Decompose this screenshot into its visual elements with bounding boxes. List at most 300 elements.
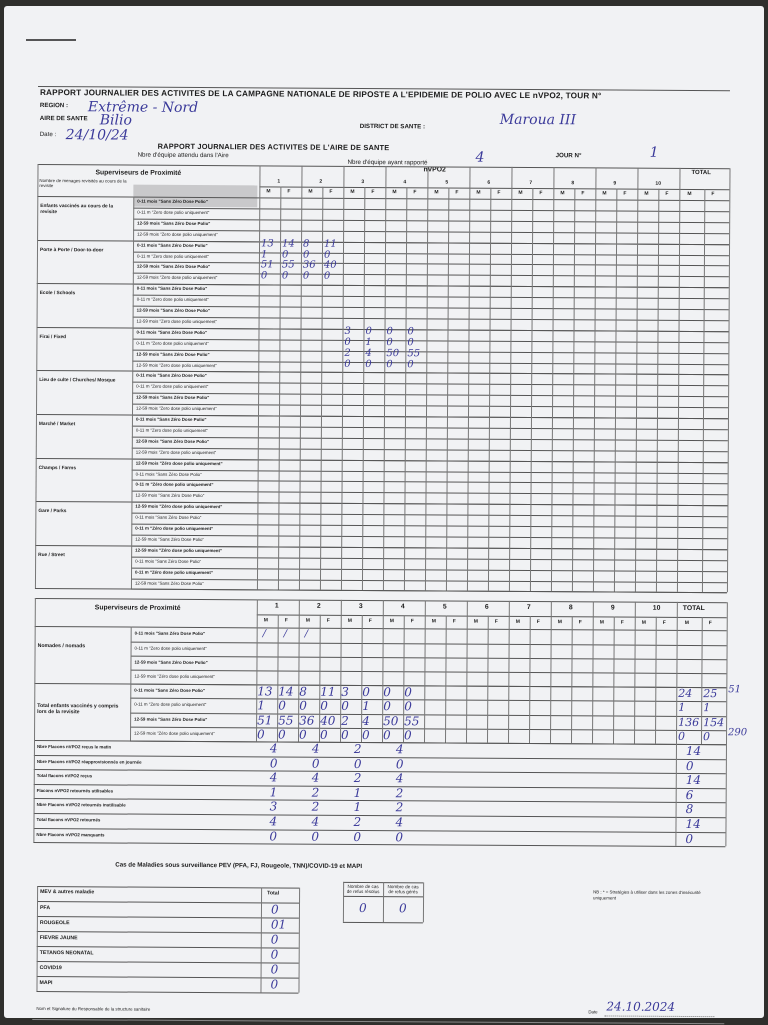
t1-group-label: Gare / Parks	[38, 509, 67, 515]
t2-grand-total-value: 0	[678, 729, 686, 743]
t2-total-hand-value: 0	[278, 727, 286, 742]
district-label: DISTRICT DE SANTE :	[359, 122, 426, 131]
t2-col-m: M	[263, 617, 268, 624]
t2-flacon-label: Nbre Flacons nVPO2 réapprovisionnés en journée	[36, 758, 142, 765]
t1-row-label: 0-11 mois "Sans Zéro Dose Polio"	[137, 242, 208, 248]
t1-hand-value: 0	[407, 326, 414, 338]
t2-total-m: M	[684, 620, 689, 627]
t2-flacon-label: Nbre Flacons nVPO2 manquants	[36, 831, 105, 838]
t1-team-col-line	[551, 167, 555, 591]
t1-row-label: 12-59 mois "Zéro dose polio uniquement"	[135, 547, 223, 553]
t2-total-hand-value: 0	[362, 727, 370, 742]
disease-name: MAPI	[39, 980, 53, 987]
t1-row-line	[133, 229, 729, 234]
t1-team-number: 7	[529, 180, 533, 187]
t2-grand-total-value: 24	[678, 687, 693, 701]
region-label: REGION :	[39, 102, 69, 110]
equipes-attendu-label: Nbre d'équipe attendu dans l'Aire	[137, 151, 229, 160]
t2-flacon-line	[34, 784, 726, 789]
t2-mf-line	[529, 616, 531, 743]
diseases-row-line	[37, 976, 299, 979]
t1-col-f: F	[623, 190, 627, 197]
diseases-row-line	[36, 991, 298, 994]
t1-left-border	[35, 164, 39, 588]
t1-row-label: 0-11 mois "Sans Zéro Dose Polio"	[135, 558, 202, 564]
t2-nomades-row-label: 0-11 mois "Sans Zéro Dose Polio"	[134, 630, 206, 637]
t1-team-number: 2	[319, 178, 323, 185]
t2-total-hand-value: 50	[383, 713, 399, 728]
refus-label-2: Nombre de cas de refus gérés	[387, 884, 419, 895]
t2-total-row-label: 12-59 mois "Sans Zéro Dose Polio"	[134, 716, 208, 722]
t1-col-m: M	[434, 189, 439, 196]
t2-total-hand-value: 0	[278, 698, 286, 713]
nb-note: NB : * = Stratégies à utiliser dans les zones d'insécurité uniquement	[593, 889, 701, 901]
t1-row-line	[132, 393, 728, 398]
diseases-row-line	[37, 961, 299, 964]
t2-grand-total-value: 1	[678, 701, 686, 715]
t1-row-line	[132, 469, 728, 474]
t2-total-hand-value: 0	[299, 698, 307, 714]
t1-team-col-line	[257, 165, 261, 589]
t1-col-f: F	[329, 188, 333, 195]
t1-hand-value: 8	[303, 238, 310, 250]
t2-col-f: F	[410, 618, 414, 625]
t2-col-m: M	[599, 619, 604, 626]
t1-row-label: 0-11 m "Zero dose polio uniquement"	[136, 383, 209, 390]
t1-group-label: Rue / Street	[38, 552, 65, 558]
t2-col-m: M	[515, 619, 520, 626]
t2-team-number: 2	[316, 603, 321, 611]
t1-hand-value: 14	[282, 238, 295, 250]
equipes-rapporte-label: Nbre d'équipe ayant rapporté	[347, 158, 428, 167]
t1-row-label: 12-59 mois "Sans Zéro Dose Polio"	[135, 438, 210, 444]
t1-team-col-line	[467, 167, 471, 591]
t1-group-line	[35, 588, 727, 593]
t2-row-line	[130, 698, 726, 703]
t2-total-hand-value: 0	[257, 727, 265, 742]
t2-flacon-total: 8	[685, 802, 694, 817]
t2-flacon-value: 4	[395, 815, 404, 830]
t1-total-m: M	[687, 190, 692, 197]
t1-hand-value: 1	[260, 248, 268, 260]
t1-col-m: M	[392, 189, 397, 196]
t2-flacon-value: 0	[395, 829, 404, 844]
refus-label-1: Nombre de cas de refus résolus	[346, 884, 380, 895]
t2-flacon-value: 0	[395, 756, 404, 771]
disease-total: 0	[270, 977, 279, 992]
t2-total-vaccines-label: Total enfants vaccinés y compris lors de la revisite	[37, 703, 119, 716]
t2-nomades-dash: /	[262, 628, 267, 640]
disease-name: PFA	[39, 905, 51, 912]
t2-flacon-line	[34, 813, 726, 818]
t1-row-line	[132, 404, 728, 409]
t1-nvpo2-label: nVPO2	[423, 166, 446, 174]
t2-col-m: M	[473, 619, 478, 626]
t2-side-note: 51	[728, 684, 742, 696]
t1-hand-value: 11	[324, 238, 337, 250]
t2-flacon-value: 4	[395, 771, 404, 786]
t1-col-m: M	[266, 188, 271, 195]
t2-flacon-label: Nbre Flacons nVPO2 reçus le matin	[36, 744, 112, 750]
t2-col-f: F	[578, 619, 582, 626]
t2-team-number: 10	[652, 605, 661, 613]
t2-flacon-value: 2	[395, 785, 404, 801]
t2-flacon-value: 4	[311, 741, 320, 756]
t1-team-number: 1	[277, 178, 281, 185]
t1-row-label: 0-11 m "Zero dose polio uniquement"	[135, 427, 209, 433]
t2-grand-total-value: 25	[703, 687, 718, 701]
disease-name: TETANOS NEONATAL	[39, 950, 94, 957]
t2-total-row-label: 0-11 m "Zero dose polio uniquement"	[134, 701, 207, 708]
t1-group-label: Champs / Farms	[38, 465, 77, 471]
subtitle: RAPPORT JOURNALIER DES ACTIVITES DE L'AIRE DE SANTE	[157, 141, 390, 153]
t2-grand-total-value: 136	[678, 715, 700, 729]
t2-flacon-value: 4	[269, 770, 278, 785]
t1-row-label: 12-59 mois "Zero dose polio uniquement"	[136, 405, 217, 412]
t2-total-hand-value: 0	[382, 727, 391, 742]
t1-row-line	[131, 524, 727, 529]
t2-flacon-total: 0	[685, 758, 694, 773]
diseases-row-line	[37, 931, 299, 934]
t2-col-f: F	[662, 620, 666, 627]
t1-team-number: 9	[613, 180, 617, 187]
t2-flacon-label: Flacons nVPO2 retournés utilisables	[36, 787, 114, 794]
disease-name: ROUGEOLE	[39, 920, 70, 927]
t1-row-label: 12-59 mois "Sans Zéro Dose Polio"	[136, 307, 210, 314]
t1-hand-value: 55	[407, 347, 421, 359]
t1-mf-line	[572, 188, 575, 591]
t2-mf-line	[571, 617, 573, 744]
aire-value: Bilio	[99, 112, 132, 129]
t1-row-line	[133, 207, 729, 212]
t2-side-note: 290	[728, 727, 748, 739]
t1-row-label: 0-11 mois "Sans Zéro Dose Polio"	[135, 471, 202, 477]
t1-row-label: 12-59 mois "Sans Zéro Dose Polio"	[134, 580, 204, 586]
t2-grand-total-value: 154	[703, 715, 725, 729]
t2-total-hand-value: 13	[257, 684, 273, 699]
t1-row-line	[133, 251, 729, 256]
t2-col-f: F	[368, 618, 372, 625]
t2-mf-line	[613, 617, 615, 744]
t1-hand-value: 0	[323, 249, 331, 261]
date-label: Date :	[39, 131, 57, 139]
t1-col-f: F	[371, 189, 375, 196]
t1-hand-value: 0	[344, 358, 351, 370]
t2-right-border	[725, 603, 727, 847]
t1-group-label: Firai / Fixed	[39, 334, 67, 340]
t2-col-m: M	[389, 618, 394, 625]
t1-row-line	[132, 480, 728, 485]
t2-nomades-row-label: 0-11 m "Zero dose polio uniquement"	[134, 645, 207, 651]
t1-row-line	[132, 349, 728, 354]
t1-col-m: M	[602, 190, 607, 197]
t2-row-line	[130, 726, 726, 731]
t2-col-f: F	[494, 619, 498, 626]
t2-col-m: M	[557, 619, 562, 626]
t1-group-label: Marché / Market	[38, 422, 76, 428]
t2-flacon-value: 2	[353, 771, 362, 786]
t1-hand-value: 13	[261, 237, 274, 250]
date-value: 24/10/24	[65, 127, 129, 144]
t1-mf-line	[362, 187, 365, 590]
t1-col-m: M	[560, 190, 565, 197]
t1-row-label: 0-11 mois "Sans Zéro Dose Polio"	[137, 198, 208, 205]
t2-total-row-label: 12-59 mois "Zéro dose polio uniquement"	[134, 730, 215, 736]
diseases-header-line	[37, 901, 299, 904]
t2-grand-total-value: 0	[702, 729, 711, 743]
t1-row-label: 0-11 mois "Sans Zéro Dose Polio"	[136, 285, 208, 292]
t1-row-label: 0-11 mois "Sans Zéro Dose Polio"	[135, 514, 202, 521]
refus-value-1: 0	[358, 901, 367, 916]
t1-team-col-line	[299, 166, 303, 590]
t2-total-hand-value: 2	[341, 713, 349, 728]
paper-sheet	[4, 6, 764, 1018]
t2-flacon-line	[33, 842, 725, 847]
t2-team-number: 6	[484, 604, 489, 612]
disease-total: 0	[270, 962, 279, 977]
t1-col-f: F	[413, 189, 417, 196]
t2-total-row-label: 0-11 mois "Sans Zéro Dose Polio"	[134, 687, 205, 694]
refus-value-2: 0	[398, 901, 407, 916]
t2-supervisors-label: Superviseurs de Proximité	[94, 604, 181, 613]
t2-flacon-label: Nbre Flacons nVPO2 retournés inutilisable	[36, 802, 126, 808]
t1-row-line	[132, 447, 728, 452]
t2-total-hand-value: 0	[383, 685, 391, 700]
t2-flacon-value: 0	[353, 829, 362, 844]
t1-hand-value: 4	[365, 347, 372, 359]
t2-total-hand-value: 36	[299, 713, 315, 728]
disease-total: 0	[270, 947, 279, 962]
t2-total-hand-value: 4	[362, 713, 370, 728]
t1-group-label: Porte à Porte / Door-to-door	[39, 247, 104, 253]
t2-flacon-total: 14	[685, 816, 701, 832]
t2-col-m: M	[431, 618, 436, 625]
aire-label: AIRE DE SANTE	[39, 115, 88, 123]
t2-flacon-value: 2	[353, 741, 362, 756]
t2-team-number: 8	[568, 604, 573, 612]
t2-flacon-value: 2	[311, 785, 320, 800]
t1-row-line	[133, 316, 729, 321]
t1-row-line	[132, 491, 728, 496]
diseases-total-label: Total	[267, 890, 280, 897]
footer-date-label: Date	[588, 1009, 598, 1015]
t2-nomades-dash: /	[283, 628, 288, 640]
t1-team-col-line	[425, 166, 429, 590]
t2-flacon-value: 2	[395, 800, 404, 815]
t2-nomades-row-label: 12-59 mois "Zéro dose polio uniquement"	[134, 673, 215, 680]
t2-flacon-value: 0	[269, 756, 278, 771]
t2-flacon-value: 4	[311, 770, 320, 785]
t1-hand-value: 0	[281, 270, 289, 282]
t1-hand-value: 0	[281, 248, 289, 261]
t2-team-number: 7	[526, 604, 531, 612]
t1-row-line	[133, 262, 729, 267]
t2-col-m: M	[305, 618, 310, 625]
t1-row-label: 12-59 mois "Zéro dose polio uniquement"	[135, 503, 223, 510]
t1-hand-value: 55	[281, 259, 295, 271]
t2-flacon-value: 0	[353, 756, 362, 771]
t1-team-number: 10	[655, 180, 661, 187]
t2-total-f: F	[708, 620, 712, 627]
diseases-row-line	[37, 916, 299, 919]
t1-team-number: 4	[403, 179, 407, 186]
t2-total-hand-value: 51	[257, 712, 273, 728]
t1-mf-line	[488, 188, 491, 591]
t1-row-label: 0-11 m "Zero dose polio uniquement"	[136, 340, 209, 346]
t1-hand-value: 0	[407, 336, 414, 348]
t2-total-hand-value: 14	[278, 684, 294, 699]
diseases-right-border	[298, 888, 300, 993]
t1-col-m: M	[518, 189, 523, 196]
t1-team-col-line	[635, 168, 639, 592]
t1-hand-value: 0	[323, 271, 331, 283]
t2-flacon-value: 0	[269, 829, 278, 844]
t1-row-line	[132, 338, 728, 343]
t1-supervisors-label: Superviseurs de Proximité	[95, 169, 182, 177]
t2-total-hand-value: 0	[403, 728, 412, 743]
t1-hand-value: 0	[302, 270, 310, 282]
t1-row-label: 0-11 mois "Sans Zéro Dose Polio"	[136, 372, 207, 379]
t2-flacon-total: 14	[685, 773, 702, 788]
t1-row-line	[131, 534, 727, 539]
t1-row-label: 0-11 m "Zero dose polio uniquement"	[137, 209, 210, 215]
refus-left	[343, 882, 344, 922]
t1-row-label: 0-11 m "Zéro dose polio uniquement"	[135, 569, 213, 575]
t1-col-f: F	[539, 190, 543, 197]
signature-label: Nom et Signature du Responsable de la structure sanitaire	[36, 1006, 151, 1012]
disease-total: 01	[270, 917, 287, 932]
t1-mf-line	[614, 189, 617, 592]
t2-flacon-value: 1	[353, 785, 362, 800]
t1-team-col-line	[341, 166, 345, 590]
t2-flacon-value: 4	[395, 742, 404, 757]
t2-flacon-value: 4	[269, 814, 278, 829]
t2-total-hand-value: 0	[404, 699, 412, 714]
t1-row-label: 12-59 mois "Sans Zéro Dose Polio"	[136, 351, 210, 357]
t2-flacon-line	[34, 798, 726, 803]
t2-col-f: F	[452, 618, 456, 625]
t1-row-label: 12-59 mois "Zero dose polio uniquement"	[136, 362, 217, 368]
t2-grand-total-value: 1	[703, 701, 711, 715]
t1-total-mf-line	[702, 189, 705, 592]
t2-flacon-value: 3	[269, 799, 278, 814]
t1-col-f: F	[287, 188, 291, 195]
report-title: RAPPORT JOURNALIER DES ACTIVITES DE LA CAMPAGNE NATIONALE DE RIPOSTE A L'EPIDEMIE DE POLIO AVEC LE nVPO2, TOUR N°	[39, 88, 602, 101]
t1-row-line	[131, 578, 727, 583]
t1-row-line	[131, 513, 727, 518]
t2-flacon-total: 14	[685, 743, 702, 759]
t2-total-hand-value: 8	[299, 684, 307, 699]
t2-total-hand-value: 0	[383, 699, 391, 714]
t1-row-label: 0-11 mois "Sans Zéro Dose Polio"	[136, 329, 208, 335]
t2-total-hand-value: 0	[341, 727, 349, 742]
t1-row-label: 12-59 mois "Zero dose polio uniquement"	[136, 274, 218, 281]
t2-mf-line	[487, 616, 489, 743]
disease-name: FIEVRE JAUNE	[39, 935, 78, 942]
footer-date-underline	[604, 1016, 714, 1018]
equipes-rapporte-value: 4	[475, 149, 485, 166]
t1-total-label: TOTAL	[691, 169, 711, 177]
report-form	[32, 86, 748, 1015]
disease-name: COVID19	[39, 965, 62, 972]
t2-row-line	[131, 641, 727, 646]
t1-row-label: 0-11 m "Zero dose polio uniquement"	[136, 253, 210, 259]
t1-team-number: 3	[361, 178, 365, 185]
t2-total-hand-value: 0	[299, 727, 307, 742]
t2-flacon-value: 1	[353, 800, 362, 815]
t2-flacon-value: 4	[311, 814, 320, 829]
t2-total-hand-value: 0	[320, 699, 328, 714]
t2-flacon-value: 2	[353, 814, 362, 829]
t1-col-f: F	[497, 189, 501, 196]
district-value: Maroua III	[499, 111, 577, 129]
t1-hand-value: 0	[407, 358, 414, 370]
t1-hand-value: 0	[344, 336, 351, 348]
t1-row-label: 12-59 mois "Zero dose polio uniquement"	[137, 231, 218, 237]
t2-total-hand-value: 55	[404, 713, 420, 728]
t1-col-m: M	[350, 188, 355, 195]
t2-col-f: F	[326, 618, 330, 625]
t1-hand-value: 1	[365, 336, 372, 348]
t2-flacon-line	[33, 828, 725, 833]
t1-row-label: 12-59 mois "Sans Zéro Dose Polio"	[135, 536, 205, 542]
t2-flacon-label: Total flacons nVPO2 retournés	[36, 817, 101, 823]
t1-hand-value: 0	[302, 249, 310, 261]
t2-mf-line	[445, 616, 447, 743]
t1-mf-line	[278, 186, 281, 589]
t1-hand-value: 0	[365, 358, 372, 370]
t1-team-number: 5	[445, 179, 449, 186]
t1-row-line	[133, 295, 729, 300]
t1-group-label: Ecole / Schools	[39, 291, 76, 297]
t1-right-border	[727, 168, 731, 592]
t2-total-hand-value: 1	[257, 698, 265, 713]
t1-hand-value: 2	[344, 347, 351, 359]
t2-flacon-value: 0	[311, 756, 320, 771]
t2-total-hand-value: 0	[320, 727, 328, 742]
t2-team-number: 5	[442, 603, 447, 611]
t1-row-label: 12-59 mois "Zero dose polio uniquement"	[135, 449, 217, 455]
t2-flacon-value: 0	[311, 829, 320, 844]
t1-hand-value: 0	[386, 325, 393, 337]
jour-label: JOUR N°	[555, 152, 582, 160]
t1-mf-line	[320, 187, 323, 590]
t2-team-number: 9	[610, 604, 615, 612]
t1-total-f: F	[711, 191, 715, 198]
disease-total: 0	[270, 902, 279, 917]
t1-row-label: 12-59 mois "Sans Zéro Dose Polio"	[136, 394, 210, 401]
t1-row-label: 0-11 m "Zéro dose polio uniquement"	[135, 481, 214, 488]
t1-team-number: 8	[571, 180, 575, 187]
t2-flacon-line	[34, 769, 726, 774]
t1-team-col-line	[677, 168, 681, 592]
t1-hand-value: 0	[386, 358, 393, 370]
diseases-col-label: MEV & autres maladie	[40, 889, 95, 896]
t2-total-hand-value: 0	[362, 685, 370, 700]
t2-total-hand-value: 0	[404, 685, 412, 700]
t1-row-label: 12-59 mois "Sans Zéro Dose Polio"	[136, 263, 211, 270]
t2-team-number: 3	[358, 603, 363, 611]
t2-row-line	[130, 712, 726, 717]
t1-team-number: 6	[487, 179, 491, 186]
t1-hand-value: 36	[302, 260, 316, 272]
t1-row-line	[132, 360, 728, 365]
t2-row-line	[130, 670, 726, 675]
t1-row-label: 12-59 mois "Zero dose polio uniquement"	[136, 318, 218, 324]
t2-total-hand-value: 0	[341, 699, 349, 714]
t2-col-f: F	[620, 619, 624, 626]
t1-hand-value: 3	[344, 325, 351, 337]
